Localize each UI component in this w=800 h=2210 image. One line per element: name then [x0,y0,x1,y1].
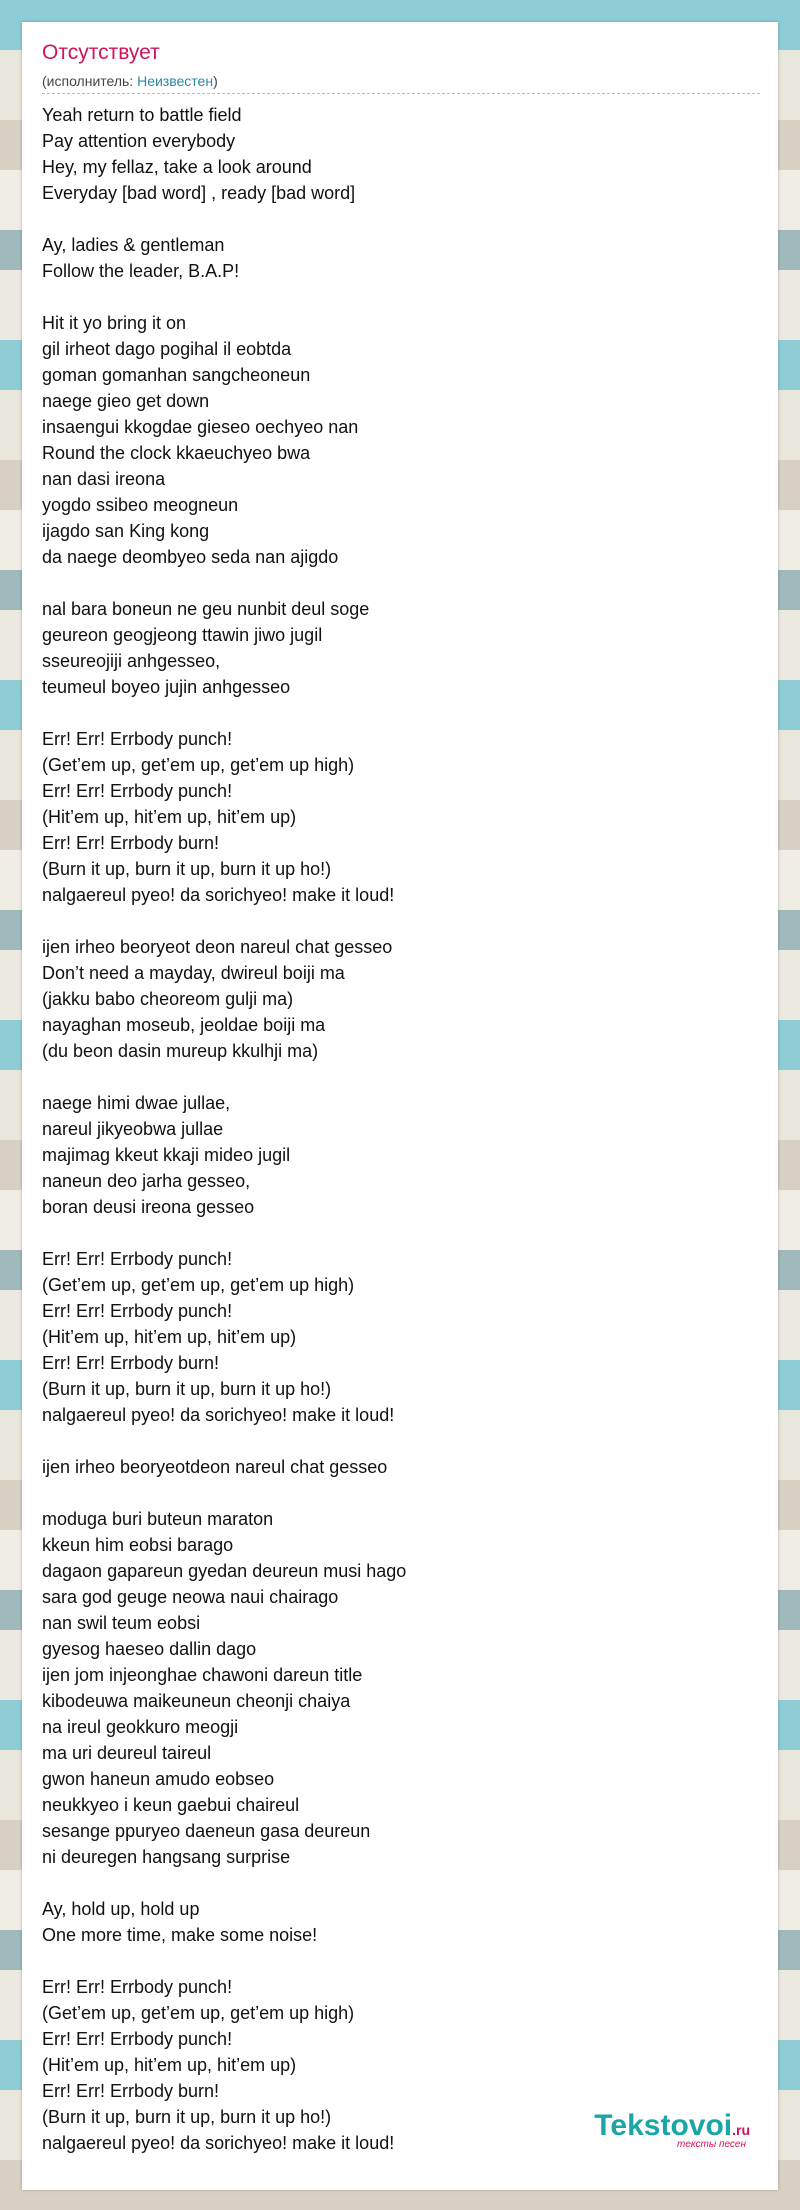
lyric-line: gwon haneun amudo eobseo [42,1769,275,1789]
lyric-line: boran deusi ireona gesseo [42,1197,255,1217]
lyric-line: (Get’em up, get’em up, get’em up high) [42,2003,355,2023]
logo-tagline: тексты песен [677,2139,746,2150]
logo-tld: .ru [732,2122,750,2138]
lyrics-stanza [42,934,760,1064]
lyric-line: nan swil teum eobsi [42,1613,201,1633]
lyric-line: geureon geogjeong ttawin jiwo jugil [42,625,323,645]
lyric-line: kkeun him eobsi barago [42,1535,234,1555]
lyric-line: Err! Err! Errbody punch! [42,781,233,801]
lyrics-stanza [42,232,760,284]
lyric-line: sesange ppuryeo daeneun gasa deureun [42,1821,371,1841]
lyric-line: One more time, make some noise! [42,1925,318,1945]
lyric-line: nan dasi ireona [42,469,166,489]
lyrics-page [22,22,778,2190]
artist-suffix: ) [213,73,218,89]
lyrics-stanza [42,1090,760,1220]
artist-link[interactable]: Неизвестен [137,73,214,89]
lyric-line: Round the clock kkaeuchyeo bwa [42,443,311,463]
lyric-line: Err! Err! Errbody burn! [42,2081,220,2101]
lyric-line: ijen jom injeonghae chawoni dareun title [42,1665,363,1685]
lyrics-stanza [42,310,760,570]
lyric-line: gil irheot dago pogihal il eobtda [42,339,292,359]
lyric-line: Err! Err! Errbody punch! [42,2029,233,2049]
lyric-line: Err! Err! Errbody punch! [42,1301,233,1321]
lyrics-stanza [42,1454,760,1480]
lyric-line: nalgaereul pyeo! da sorichyeo! make it loud! [42,885,395,905]
lyric-line: (Get’em up, get’em up, get’em up high) [42,1275,355,1295]
lyric-line: majimag kkeut kkaji mideo jugil [42,1145,291,1165]
lyric-line: nal bara boneun ne geu nunbit deul soge [42,599,370,619]
lyrics-stanza [42,1896,760,1948]
lyric-line: da naege deombyeo seda nan ajigdo [42,547,339,567]
lyric-line: Hey, my fellaz, take a look around [42,157,312,177]
lyrics-stanza [42,596,760,700]
lyric-line: nayaghan moseub, jeoldae boiji ma [42,1015,326,1035]
lyric-line: ijagdo san King kong [42,521,210,541]
lyric-line: Err! Err! Errbody punch! [42,1249,233,1269]
lyric-line: Err! Err! Errbody punch! [42,729,233,749]
lyric-line: (Hit’em up, hit’em up, hit’em up) [42,807,297,827]
lyric-line: (Hit’em up, hit’em up, hit’em up) [42,2055,297,2075]
song-title: Отсутствует [42,41,160,64]
lyric-line: Pay attention everybody [42,131,236,151]
lyric-line: Ay, ladies & gentleman [42,235,225,255]
lyric-line: naege himi dwae jullae, [42,1093,231,1113]
lyric-line: yogdo ssibeo meogneun [42,495,239,515]
lyric-line: ma uri deureul taireul [42,1743,212,1763]
lyrics-stanza [42,1506,760,1870]
lyric-line: (Burn it up, burn it up, burn it up ho!) [42,1379,332,1399]
lyric-line: insaengui kkogdae gieseo oechyeo nan [42,417,359,437]
lyric-line: Hit it yo bring it on [42,313,187,333]
title-divider [42,93,760,94]
artist-prefix: (исполнитель: [42,73,138,89]
lyric-line: teumeul boyeo jujin anhgesseo [42,677,291,697]
lyrics-text [42,102,760,2156]
lyric-line: na ireul geokkuro meogji [42,1717,239,1737]
lyric-line: Follow the leader, B.A.P! [42,261,240,281]
lyric-line: moduga buri buteun maraton [42,1509,274,1529]
lyric-line: Ay, hold up, hold up [42,1899,200,1919]
lyric-line: ijen irheo beoryeot deon nareul chat gesseo [42,937,393,957]
lyric-line: Err! Err! Errbody burn! [42,1353,220,1373]
lyric-line: Err! Err! Errbody burn! [42,833,220,853]
lyric-line: sseureojiji anhgesseo, [42,651,221,671]
lyric-line: (du beon dasin mureup kkulhji ma) [42,1041,319,1061]
lyric-line: naege gieo get down [42,391,210,411]
lyric-line: neukkyeo i keun gaebui chaireul [42,1795,300,1815]
artist-line [42,72,218,90]
lyric-line: Yeah return to battle field [42,105,242,125]
lyric-line: sara god geuge neowa naui chairago [42,1587,339,1607]
lyric-line: nalgaereul pyeo! da sorichyeo! make it loud! [42,2133,395,2153]
lyric-line: Err! Err! Errbody punch! [42,1977,233,1997]
lyrics-stanza [42,102,760,206]
lyric-line: (Burn it up, burn it up, burn it up ho!) [42,859,332,879]
lyric-line: naneun deo jarha gesseo, [42,1171,251,1191]
lyric-line: (jakku babo cheoreom gulji ma) [42,989,294,1009]
lyric-line: (Burn it up, burn it up, burn it up ho!) [42,2107,332,2127]
lyric-line: ni deuregen hangsang surprise [42,1847,291,1867]
lyric-line: Don’t need a mayday, dwireul boiji ma [42,963,345,983]
lyric-line: (Get’em up, get’em up, get’em up high) [42,755,355,775]
lyric-line: goman gomanhan sangcheoneun [42,365,311,385]
lyrics-stanza [42,1246,760,1428]
logo-name: Tekstovoi [594,2109,733,2142]
lyric-line: kibodeuwa maikeuneun cheonji chaiya [42,1691,351,1711]
lyrics-stanza [42,726,760,908]
lyric-line: (Hit’em up, hit’em up, hit’em up) [42,1327,297,1347]
site-logo[interactable] [594,2111,750,2150]
lyric-line: ijen irheo beoryeotdeon nareul chat gesseo [42,1457,388,1477]
lyric-line: gyesog haeseo dallin dago [42,1639,257,1659]
lyric-line: nalgaereul pyeo! da sorichyeo! make it loud! [42,1405,395,1425]
lyric-line: Everyday [bad word] , ready [bad word] [42,183,356,203]
lyric-line: dagaon gapareun gyedan deureun musi hago [42,1561,407,1581]
lyric-line: nareul jikyeobwa jullae [42,1119,224,1139]
